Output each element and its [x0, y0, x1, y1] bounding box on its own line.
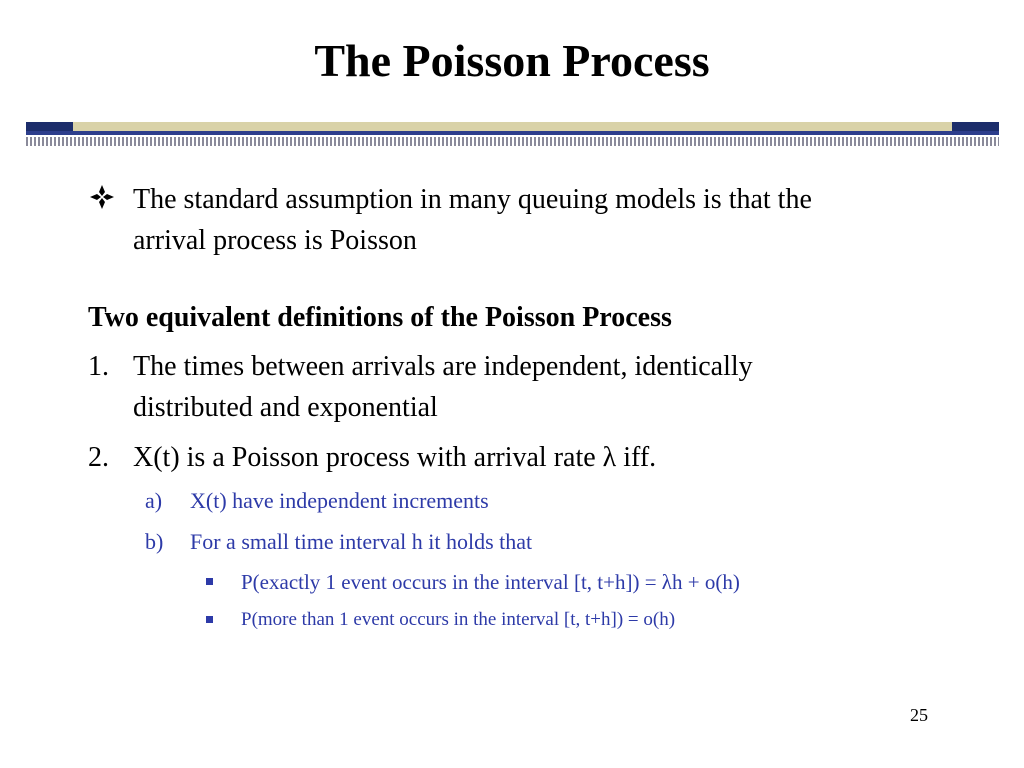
page-number: 25: [910, 705, 928, 725]
item-text-line-2: distributed and exponential: [133, 392, 438, 423]
item-text-line-1: The times between arrivals are independent, identically: [133, 351, 753, 382]
slide-title: The Poisson Process: [314, 35, 710, 86]
divider-left-block: [26, 122, 73, 131]
square-bullet-icon: [206, 616, 213, 623]
definitions-heading: Two equivalent definitions of the Poisson Process: [88, 302, 672, 333]
title-divider-bar: [26, 122, 999, 148]
condition-text: P(more than 1 event occurs in the interval [t, t+h]) = o(h): [241, 609, 676, 630]
item-number: 1.: [88, 351, 109, 382]
subitem-label: a): [145, 488, 163, 513]
subitem-text: For a small time interval h it holds that: [190, 529, 533, 554]
divider-right-block: [952, 122, 999, 131]
divider-tan-band: [26, 122, 999, 131]
item-number: 2.: [88, 442, 109, 473]
subitem-text: X(t) have independent increments: [190, 488, 489, 513]
bullet-text-line-2: arrival process is Poisson: [133, 225, 417, 256]
item-text-line-1: X(t) is a Poisson process with arrival rate λ iff.: [133, 442, 657, 473]
divider-striped-band: [26, 137, 999, 146]
divider-blue-line: [26, 131, 999, 135]
subitem-label: b): [145, 529, 164, 554]
bullet-text-line-1: The standard assumption in many queuing models is that the: [133, 184, 812, 215]
square-bullet-icon: [206, 578, 213, 585]
condition-text: P(exactly 1 event occurs in the interval [t, t+h]) = λh + o(h): [241, 570, 740, 594]
diamond-bullet-icon: [88, 183, 116, 211]
